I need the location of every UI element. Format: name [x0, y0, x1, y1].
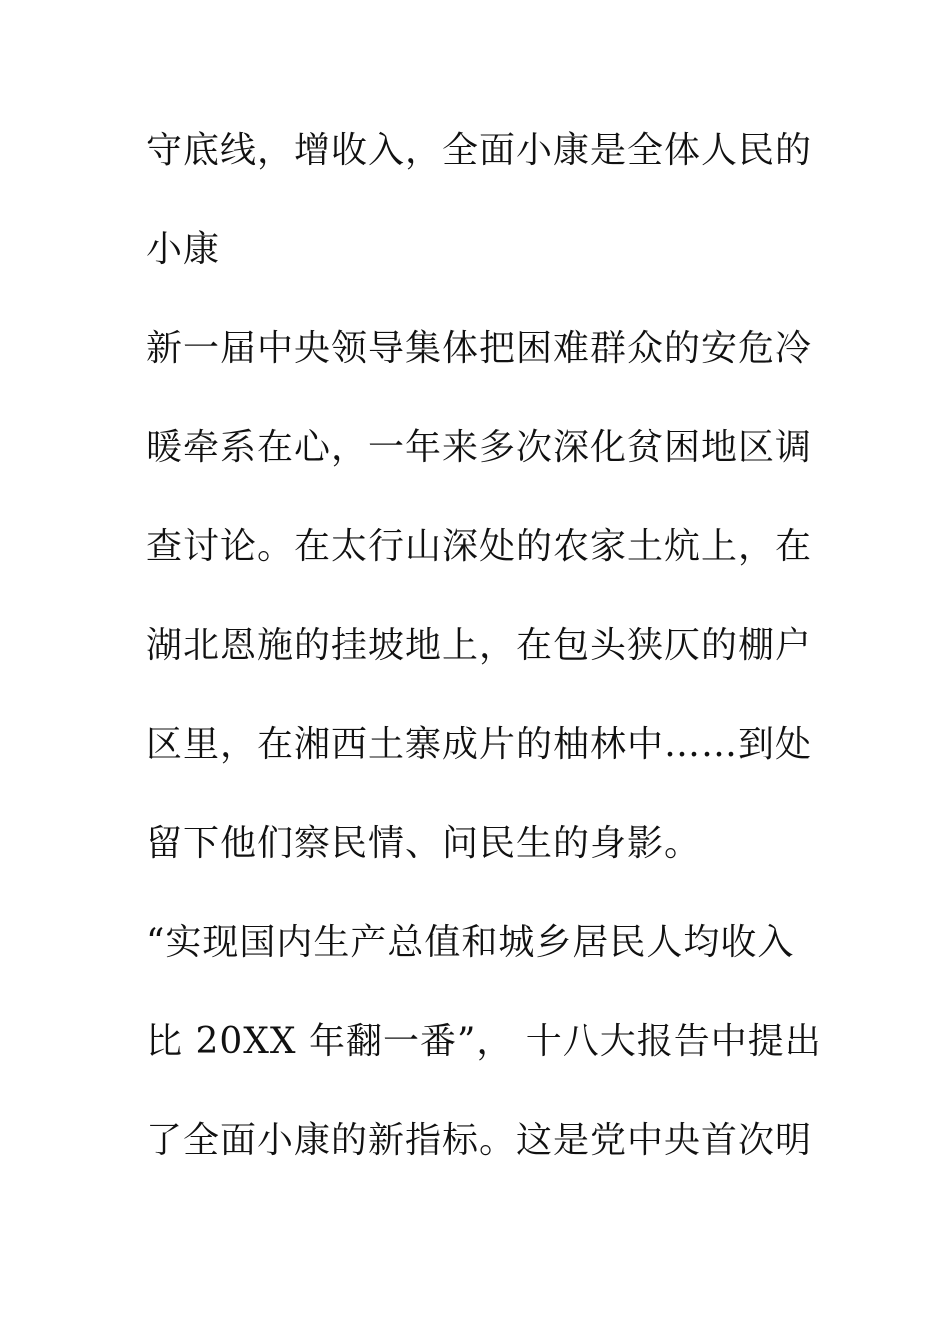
paragraph-line: 新一届中央领导集体把困难群众的安危冷 — [146, 328, 813, 369]
paragraph-line: 留下他们察民情、问民生的身影。 — [146, 823, 702, 864]
paragraph-line: 比 20XX 年翻一番”， 十八大报告中提出 — [146, 1021, 822, 1062]
title-line-2: 小康 — [146, 229, 221, 270]
paragraph-line: “实现国内生产总值和城乡居民人均收入 — [146, 922, 795, 963]
paragraph-line: 暖牵系在心，一年来多次深化贫困地区调 — [146, 427, 813, 468]
paragraph-line: 查讨论。在太行山深处的农家土炕上，在 — [146, 526, 813, 567]
article-body — [146, 120, 822, 1209]
paragraph-line: 了全面小康的新指标。这是党中央首次明 — [146, 1120, 813, 1161]
title-line-1: 守底线，增收入，全面小康是全体人民的 — [146, 130, 813, 171]
paragraph-line: 湖北恩施的挂坡地上，在包头狭仄的棚户 — [146, 625, 813, 666]
paragraph-line: 区里，在湘西土寨成片的柚林中……到处 — [146, 724, 813, 765]
